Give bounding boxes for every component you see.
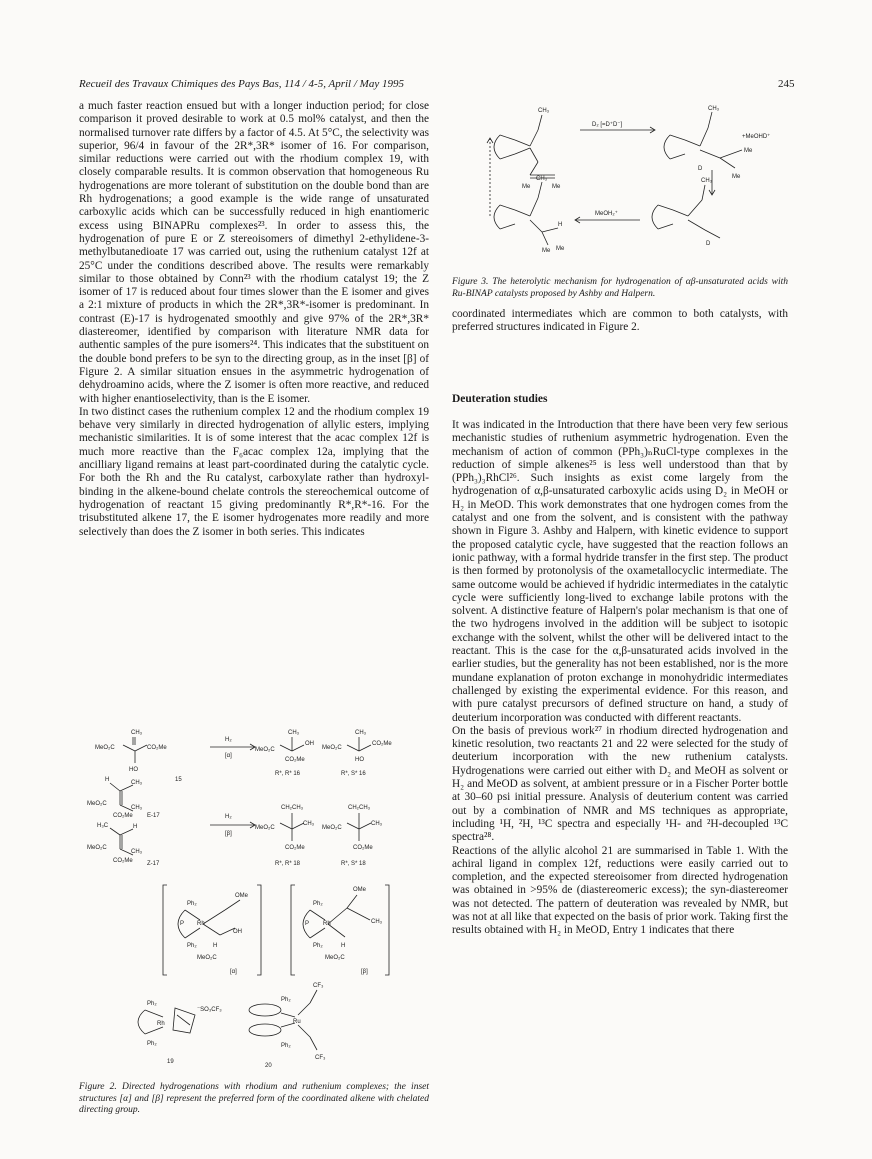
compound-number: 15: [175, 777, 182, 783]
svg-text:Rh: Rh: [157, 1021, 165, 1027]
svg-text:CH₃: CH₃: [708, 106, 720, 112]
right-intro-paragraph: coordinated intermediates which are common to both catalysts, with preferred structures indicated in Figure 2.: [452, 308, 788, 334]
svg-text:R*, S* 16: R*, S* 16: [341, 771, 366, 777]
svg-text:CH₃: CH₃: [288, 730, 300, 736]
svg-text:R*, S* 18: R*, S* 18: [341, 861, 366, 867]
svg-text:Ph₂: Ph₂: [281, 1043, 291, 1049]
svg-text:Me: Me: [732, 174, 741, 180]
svg-text:CH₃: CH₃: [355, 730, 367, 736]
compound-number: 19: [167, 1059, 174, 1065]
reagent-d2: D₂ [=D⁺D⁻]: [592, 122, 623, 128]
svg-text:P: P: [180, 921, 185, 927]
figure-3-scheme: [480, 100, 780, 265]
svg-text:CO₂Me: CO₂Me: [353, 845, 373, 851]
svg-text:R*, R* 18: R*, R* 18: [275, 861, 301, 867]
svg-text:MeO₂C: MeO₂C: [95, 745, 115, 751]
svg-text:Me: Me: [542, 248, 551, 254]
svg-text:OH: OH: [233, 929, 242, 935]
svg-text:MeO₂C: MeO₂C: [322, 825, 342, 831]
svg-text:H: H: [213, 943, 218, 949]
svg-text:Ph₂: Ph₂: [187, 901, 197, 907]
svg-text:CO₂Me: CO₂Me: [285, 845, 305, 851]
svg-text:Me: Me: [744, 148, 753, 154]
svg-text:Ph₂: Ph₂: [313, 943, 323, 949]
running-header: Recueil des Travaux Chimiques des Pays Bas, 114 / 4-5, April / May 1995: [79, 78, 404, 90]
figure-2-scheme: [85, 725, 425, 1075]
svg-text:CH₃: CH₃: [371, 919, 383, 925]
svg-text:HO: HO: [129, 767, 138, 773]
svg-text:CO₂Me: CO₂Me: [372, 741, 392, 747]
compound-number: Z-17: [147, 861, 160, 867]
svg-text:MeO₂C: MeO₂C: [87, 801, 107, 807]
svg-text:Ph₂: Ph₂: [313, 901, 323, 907]
svg-text:[β]: [β]: [361, 969, 368, 975]
svg-text:CH₃: CH₃: [538, 108, 550, 114]
svg-text:Ph₂: Ph₂: [187, 943, 197, 949]
svg-text:CF₃: CF₃: [315, 1055, 326, 1061]
svg-text:Ph₂: Ph₂: [147, 1041, 157, 1047]
svg-text:HO: HO: [355, 757, 364, 763]
compound-number: E-17: [147, 813, 160, 819]
svg-text:CO₂Me: CO₂Me: [113, 813, 133, 819]
svg-text:R*, R* 16: R*, R* 16: [275, 771, 301, 777]
svg-text:MeO₂C: MeO₂C: [87, 845, 107, 851]
svg-text:Ph₂: Ph₂: [281, 997, 291, 1003]
svg-text:Me: Me: [552, 184, 561, 190]
svg-text:CH₃: CH₃: [131, 730, 143, 736]
svg-text:CH₃: CH₃: [303, 821, 315, 827]
svg-text:Me: Me: [556, 246, 565, 252]
svg-text:[α]: [α]: [230, 969, 237, 975]
svg-text:CH₃: CH₃: [536, 176, 548, 182]
byproduct-label: MeOH₂⁺: [595, 211, 618, 217]
svg-text:CH₃: CH₃: [371, 821, 383, 827]
svg-text:CH₂CH₃: CH₂CH₃: [281, 805, 304, 811]
svg-text:Ph₂: Ph₂: [147, 1001, 157, 1007]
svg-text:MeO₂C: MeO₂C: [255, 825, 275, 831]
svg-text:Me: Me: [522, 184, 531, 190]
svg-text:D: D: [698, 166, 703, 172]
svg-text:OH: OH: [305, 741, 314, 747]
figure-3-caption: Figure 3. The heterolytic mechanism for hydrogenation of αβ-unsaturated acids with Ru-BINAP catalysts proposed by Ashby and Halpern.: [452, 277, 788, 299]
paragraph: In two distinct cases the ruthenium complex 12 and the rhodium complex 19 behave very similarly in directed hydrogenation of allylic esters, implying mechanistic similarities. It is of some interest that the acac complex 12f is much more reactive than the F₆acac complex 12a, implying that the ancilliary ligand remains at least part-coordinated during the catalytic cycle. For both the Rh and the Ru catalyst, carboxylate rather than hydroxyl-binding in the alkene-bound chelate controls the stereochemical outcome of hydrogenation of reactant 15 giving predominantly R*,R*-16. For the trisubstituted alkene 17, the E isomer hydrogenates more readily and more selectively than does the Z isomer in both series. This indicates: [79, 405, 429, 538]
paragraph: It was indicated in the Introduction that there have been very few serious mechanistic studies of ruthenium asymmetric hydrogenation. Even the mechanism of action of common (PPh₃)ₙRuCl-type complexes in the reduction of simple alkenes²⁵ is less well understood than that by (PPh₃)₃RhCl²⁶. Such insights as exist come largely from the hydrogenation of α,β-unsaturated carboxylic acids using D₂ in MeOH or H₂ in MeOD. This work demonstrates that one hydrogen comes from the catalyst and one from the solvent, and is consistent with the pathway shown in Figure 3. Ashby and Halpern, with kinetic evidence to support the proposed catalytic cycle, have suggested that the reaction follows an ionic pathway, with a formal hydride transfer in the first step. The product is then formed by protonolysis of the oxametallocyclic intermediate. The same outcome would be achieved if hydridic intermediates in the catalytic cycle were sufficiently long-lived to exchange labile protons with the solvent. A distinctive feature of Halpern's polar mechanism is that one of the two hydrogens involved in the addition will be subject to isotopic exchange with the solvent, whilst the other will be delivered intact to the reactant. This is the case for the α,β-unsaturated acids involved in the earlier studies, but the generality has not been established, nor is the more mundane explanation of proton exchange in monohydridic intermediates challenged by existing the experimental evidence. For this reason, and with pure catalyst precursors of defined structure on hand, a study of deuterium incorporation was conducted with different reactants.: [452, 419, 788, 724]
svg-text:Rh: Rh: [197, 921, 205, 927]
page-number: 245: [778, 78, 795, 90]
figure-2-caption: Figure 2. Directed hydrogenations with rhodium and ruthenium complexes; the inset structures [α] and [β] represent the preferred form of the coordinated alkene with chelated directing group.: [79, 1082, 429, 1115]
svg-text:CH₃: CH₃: [701, 178, 713, 184]
svg-text:MeO₂C: MeO₂C: [322, 745, 342, 751]
svg-text:H₂: H₂: [225, 737, 232, 743]
svg-text:CH₃: CH₃: [131, 805, 143, 811]
svg-text:MeO₂C: MeO₂C: [255, 747, 275, 753]
svg-text:CO₂Me: CO₂Me: [113, 858, 133, 864]
svg-text:H: H: [105, 777, 110, 783]
svg-text:MeO₂C: MeO₂C: [325, 955, 345, 961]
svg-text:OMe: OMe: [353, 887, 367, 893]
svg-text:⁻SO₃CF₃: ⁻SO₃CF₃: [197, 1007, 222, 1013]
svg-text:D: D: [706, 241, 711, 247]
svg-text:CH₂CH₃: CH₂CH₃: [348, 805, 371, 811]
section-heading: Deuteration studies: [452, 393, 548, 405]
paragraph: a much faster reaction ensued but with a longer induction period; for close comparison it proved desirable to work at 0.5 mol% catalyst, and then the normalised turnover rate differs by a factor of 4.5. At 5°C, the selectivity was superior, 96/4 in favour of the 2R*,3R* isomer of 16. For comparison, similar reductions were carried out with the rhodium complex 19, with closely comparable results. It is common observation that homogeneous Ru hydrogenations are more tolerant of substitution on the double bond than are Rh hydrogenations; a good example is the wide range of unsaturated carboxylic acids which can be successfully reduced in high enantiomeric excess using BINAPRu complexes²³. In order to assess this, the hydrogenation of pure E or Z stereoisomers of dimethyl 2-ethylidene-3-methylbutanedioate 17 was carried out, using the ruthenium catalyst 12f at 25°C under the conditions described above. The results were remarkably similar to those obtained by Conn²³ with the rhodium catalyst 19; the Z isomer of 17 is reduced about four times slower than the E isomer and gives a 2:1 mixture of products in which the 2R*,3R*-isomer is predominant. In contrast (E)-17 is hydrogenated smoothly and give 97% of the 2R*,3R* diastereomer, identified by comparison with literature NMR data for authentic samples of the pure isomers²⁴. This indicates that the substituent on the double bond prefers to be syn to the directing group, as in the inset [β] of Figure 2. A similar situation ensues in the asymmetric hydrogenation of dehydroamino acids, where the Z isomer is often more reactive, and reduced with higher enantioselectivity, than is the E isomer.: [79, 100, 429, 405]
svg-text:Ru: Ru: [293, 1019, 301, 1025]
svg-text:MeO₂C: MeO₂C: [197, 955, 217, 961]
svg-text:H: H: [558, 222, 563, 228]
svg-text:P: P: [305, 921, 310, 927]
svg-text:H₃C: H₃C: [97, 823, 109, 829]
svg-text:CO₂Me: CO₂Me: [285, 757, 305, 763]
paragraph: Reactions of the allylic alcohol 21 are summarised in Table 1. With the achiral ligand in complex 12f, reductions were easily carried out to completion, and the expected stereoisomer from directed hydrogenation was obtained in >95% de (diastereomeric excess); the syn-diastereomer was not detected. The pattern of deuteration was revealed by NMR, but was not at all like that expected on the basis of prior work. Taking first the results obtained with H₂ in MeOD, Entry 1 indicates that there: [452, 844, 788, 937]
svg-text:CO₂Me: CO₂Me: [147, 745, 167, 751]
svg-text:[β]: [β]: [225, 831, 232, 837]
svg-text:CH₃: CH₃: [131, 780, 143, 786]
svg-text:CF₃: CF₃: [313, 983, 324, 989]
byproduct-label: +MeOHD⁺: [742, 134, 771, 140]
compound-number: 20: [265, 1063, 272, 1069]
svg-text:H: H: [133, 824, 138, 830]
svg-text:[α]: [α]: [225, 753, 232, 759]
svg-text:Rh: Rh: [323, 921, 331, 927]
svg-text:H: H: [341, 943, 346, 949]
svg-text:OMe: OMe: [235, 893, 249, 899]
left-column-text: [79, 100, 429, 539]
right-column-text: [452, 419, 788, 938]
svg-text:CH₃: CH₃: [131, 849, 143, 855]
svg-text:H₂: H₂: [225, 814, 232, 820]
paragraph: On the basis of previous work²⁷ in rhodium directed hydrogenation and kinetic resolution, two reactants 21 and 22 were selected for the study of deuterium incorporation with the new ruthenium catalysts. Hydrogenations were carried out either with D₂ and MeOH as solvent or H₂ and MeOD as solvent, at ambient pressure or in a Fischer Porter bottle at 30–60 psi initial pressure. Analysis of deuterium content was carried out by a combination of NMR and MS techniques as appropriate, including ¹H, ²H, ¹³C spectra and especially ¹H- and ²H-decoupled ¹³C spectra²⁸.: [452, 724, 788, 844]
